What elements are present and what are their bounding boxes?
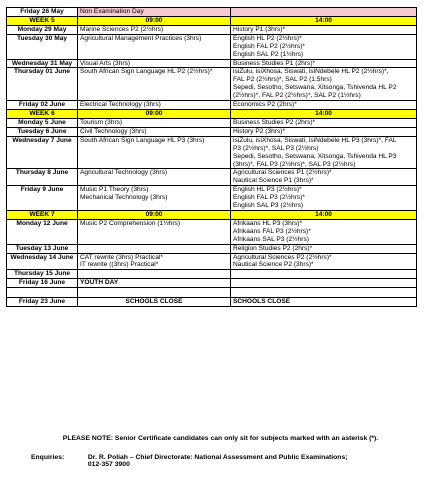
afternoon-session-cell [231,136,417,169]
morning-session-cell [78,8,231,17]
exam-day-row [7,219,417,244]
subject-entry: English HL P3 (2½hrs)* [233,186,302,194]
day-cell: Thursday 8 June [7,169,78,186]
day-cell: Tuesday 13 June [7,244,78,253]
morning-session-cell [78,34,231,59]
day-cell: Tuesday 6 June [7,127,78,136]
afternoon-session-cell [231,270,417,279]
week-label: WEEK 5 [7,16,78,25]
subject-entry: History P1 (3hrs)* [233,25,286,33]
morning-session-cell [78,127,231,136]
exam-day-row [7,34,417,59]
morning-session-cell [78,118,231,127]
empty-cell [78,288,231,298]
afternoon-session-cell [231,34,417,59]
subject-entry: Economics P2 (2hrs)* [233,101,297,109]
afternoon-session-cell [231,169,417,186]
day-cell: Thursday 01 June [7,68,78,101]
session-time-am: 09:00 [78,210,231,219]
subject-entry: FAL P2 (2½hrs)*, SAL P2 (1.5hrs) [233,76,332,84]
subject-entry: Afrikaans FAL P3 (2½hrs)* [233,227,311,235]
subject-entry: SCHOOLS CLOSE [233,298,291,306]
morning-session-cell [78,136,231,169]
afternoon-session-cell [231,68,417,101]
subject-entry: Business Studies P1 (2hrs)* [233,59,316,67]
session-time-pm: 14:00 [231,16,417,25]
subject-entry: Tourism (3hrs) [80,118,123,126]
exam-day-row [7,270,417,279]
exam-day-row [7,298,417,307]
senior-certificate-note: PLEASE NOTE: Senior Certificate candidates can only sit for subjects marked with an asterisk (*). [62,435,379,442]
exam-day-row [7,136,417,169]
day-cell: Friday 02 June [7,101,78,110]
day-cell: Friday 9 June [7,186,78,211]
subject-entry: Electrical Technology (3hrs) [80,101,161,109]
session-time-am: 09:00 [78,109,231,118]
subject-entry: South African Sign Language HL P2 (2½hrs)* [80,68,213,76]
subject-entry: isiZulu, isiXhosa, Siswati, isiNdebele HL P3 (3hrs)*, FAL [233,136,397,144]
subject-entry: YOUTH DAY [80,279,119,287]
subject-entry: Mechanical Technology (3hrs) [80,194,168,202]
day-cell: Friday 16 June [7,279,78,288]
week-header-row [7,16,417,25]
afternoon-session-cell [231,253,417,270]
day-cell: Wednesday 31 May [7,59,78,68]
afternoon-session-cell [231,118,417,127]
exam-day-row [7,279,417,288]
timetable-body [7,8,417,307]
subject-entry: Marine Sciences P2 (2½hrs) [80,25,164,33]
exam-day-row [7,244,417,253]
morning-session-cell [78,219,231,244]
session-time-am: 09:00 [78,16,231,25]
week-header-row [7,210,417,219]
morning-session-cell [78,186,231,211]
exam-day-row [7,169,417,186]
afternoon-session-cell [231,186,417,211]
week-label: WEEK 6 [7,109,78,118]
enquiries-block [31,454,441,468]
subject-entry: CAT rewrite (3hrs) Practical* [80,253,163,261]
subject-entry: SCHOOLS CLOSE [125,298,183,306]
subject-entry: Business Studies P2 (2hrs)* [233,118,316,126]
enquiries-contact-line2: 012-357 3900 [87,461,130,468]
exam-timetable [6,7,417,307]
afternoon-session-cell [231,279,417,288]
exam-day-row [7,127,417,136]
subject-entry: Civil Technology (3hrs) [80,127,147,135]
day-cell: Monday 5 June [7,118,78,127]
enquiries-label: Enquiries: [31,454,65,461]
subject-entry: Religion Studies P2 (2hrs)* [233,244,313,252]
session-time-pm: 14:00 [231,109,417,118]
subject-entry: English FAL P3 (2½hrs)* [233,194,305,202]
day-cell: Friday 23 June [7,298,78,307]
afternoon-session-cell [231,101,417,110]
subject-entry: English HL P2 (2½hrs)* [233,34,302,42]
exam-day-row [7,101,417,110]
morning-session-cell [78,253,231,270]
subject-entry: English FAL P2 (2½hrs)* [233,42,305,50]
enquiries-contact [88,454,418,468]
empty-cell [231,288,417,298]
subject-entry: Agricultural Technology (3hrs) [80,169,168,177]
afternoon-session-cell [231,298,417,307]
day-cell: Friday 26 May [7,8,78,17]
subject-entry: IT rewrite ((3hrs) Practical* [80,261,159,269]
subject-entry: South African Sign Language HL P3 (3hrs) [80,136,205,144]
morning-session-cell [78,25,231,34]
subject-entry: Sepedi, Sesotho, Setswana, Xitsonga, Tshivenda HL P3 [233,152,397,160]
morning-session-cell [78,298,231,307]
morning-session-cell [78,68,231,101]
exam-day-row [7,186,417,211]
subject-entry: Afrikaans SAL P3 (2½hrs) [233,235,309,243]
afternoon-session-cell [231,219,417,244]
day-cell: Tuesday 30 May [7,34,78,59]
afternoon-session-cell [231,25,417,34]
spacer-row [7,288,417,298]
subject-entry: Music P2 Comprehension (1½hrs) [80,219,181,227]
day-cell: Monday 29 May [7,25,78,34]
subject-entry: History P2 (3hrs)* [233,127,286,135]
subject-entry: isiZulu, isiXhosa, Siswati, isiNdebele HL P2 (2½hrs)*, [233,68,389,76]
exam-day-row [7,253,417,270]
subject-entry: Nautical Science P2 (3hrs)* [233,261,314,269]
subject-entry: (3hrs)*, FAL P3 (2½hrs)*, SAL P3 (2½hrs) [233,160,356,168]
afternoon-session-cell [231,244,417,253]
subject-entry: P3 (2½hrs)*, SAL P3 (2½hrs) [233,144,319,152]
day-cell: Monday 12 June [7,219,78,244]
exam-day-row [7,25,417,34]
morning-session-cell [78,101,231,110]
day-cell: Thursday 15 June [7,270,78,279]
subject-entry: Music P1 Theory (3hrs) [80,186,149,194]
exam-day-row [7,118,417,127]
morning-session-cell [78,270,231,279]
subject-entry: Afrikaans HL P3 (3hrs)* [233,219,303,227]
subject-entry: Sepedi, Sesotho, Setswana, Xitsonga, Tshivenda HL P2 [233,84,397,92]
exam-day-row [7,68,417,101]
day-cell: Wednesday 14 June [7,253,78,270]
subject-entry: (2½hrs)*, FAL P2 (2½hrs)*, SAL P2 (1½hrs) [233,92,361,100]
morning-session-cell [78,279,231,288]
afternoon-session-cell [231,127,417,136]
day-cell: Wednesday 7 June [7,136,78,169]
subject-entry: Agricultural Sciences P1 (2½hrs)* [233,169,332,177]
subject-entry: Agricultural Sciences P2 (2½hrs)* [233,253,332,261]
morning-session-cell [78,244,231,253]
subject-entry: English SAL P2 (1½hrs) [233,50,304,58]
subject-entry: Visual Arts (3hrs) [80,59,131,67]
exam-day-row [7,8,417,17]
week-label: WEEK 7 [7,210,78,219]
enquiries-contact-line1: Dr. R. Poliah – Chief Directorate: National Assessment and Public Examinations; [87,454,348,461]
morning-session-cell [78,59,231,68]
afternoon-session-cell [231,59,417,68]
afternoon-session-cell [231,8,417,17]
subject-entry: Agricultural Management Practices (3hrs) [80,34,202,42]
session-time-pm: 14:00 [231,210,417,219]
empty-cell [7,288,78,298]
exam-day-row [7,59,417,68]
week-header-row [7,109,417,118]
subject-entry: Non Examination Day [80,8,144,15]
subject-entry: Nautical Science P1 (3hrs)* [233,177,314,185]
subject-entry: English SAL P3 (2½hrs) [233,202,304,210]
morning-session-cell [78,169,231,186]
